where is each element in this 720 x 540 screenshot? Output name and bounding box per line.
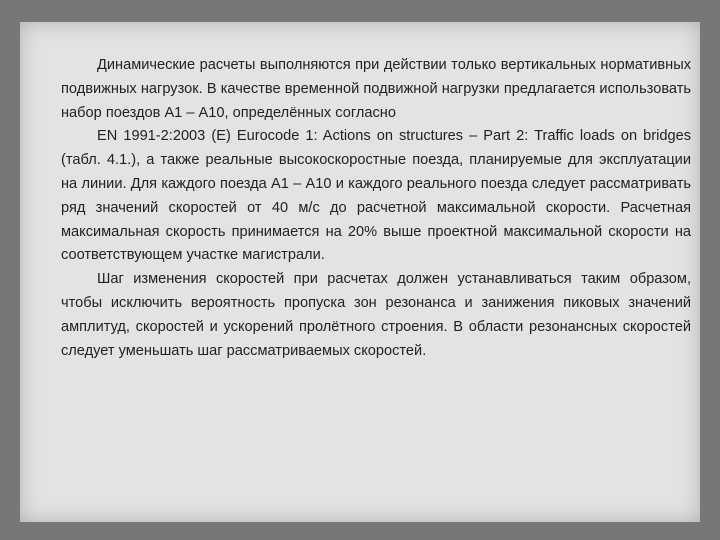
slide-page [20,22,700,522]
paragraph-eurocode-reference: EN 1991-2:2003 (E) Eurocode 1: Actions on structures – Part 2: Traffic loads on bridges (табл. 4.1.), а также реальные высокоскоростные поезда, планируемые для эксплуатации на линии. Для каждого поезда А1 – А10 и каждого реального поезда следует рассматривать ряд значений скоростей от 40 м/с до расчетной максимальной скорости. Расчетная максимальная скорость принимается на 20% выше проектной максимальной скорости на соответствующем участке магистрали. [61,128,691,264]
body-text [61,54,691,363]
paragraph-speed-step: Шаг изменения скоростей при расчетах должен устанавливаться таким образом, чтобы исключить вероятность пропуска зон резонанса и занижения пиковых значений амплитуд, скоростей и ускорений пролётного строения. В области резонансных скоростей следует уменьшать шаг рассматриваемых скоростей. [61,271,691,359]
paragraph-dynamic-calculations: Динамические расчеты выполняются при действии только вертикальных нормативных подвижных нагрузок. В качестве временной подвижной нагрузки предлагается использовать набор поездов А1 – А10, определённых согласно [61,57,691,121]
